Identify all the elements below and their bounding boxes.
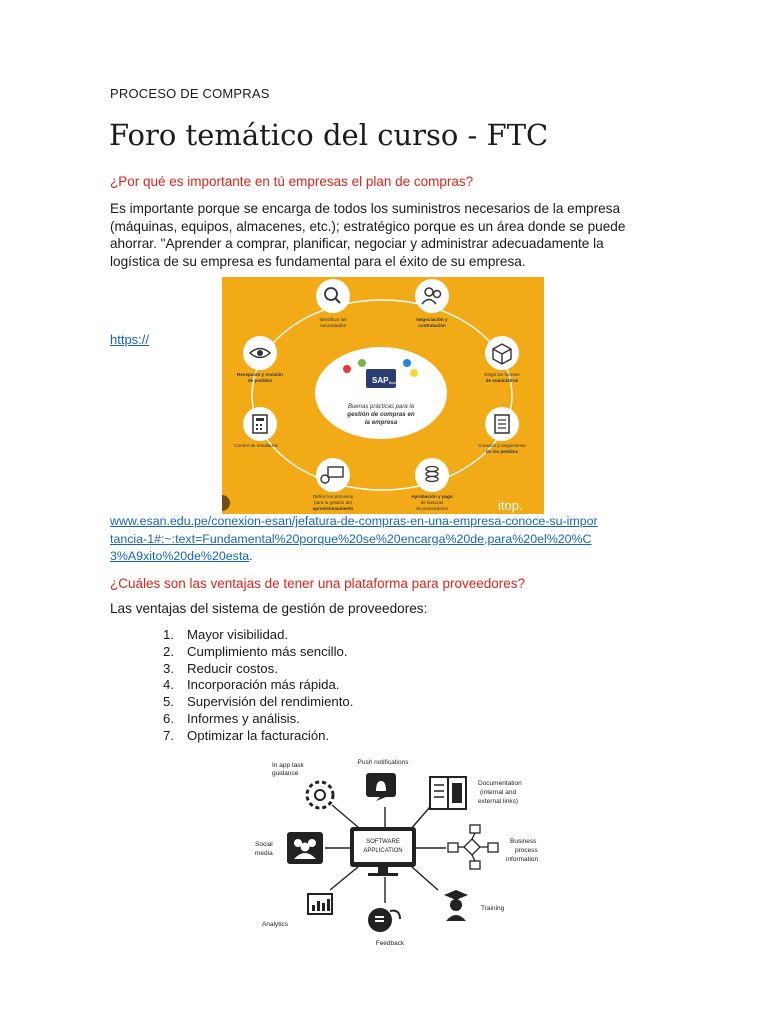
advantages-intro: Las ventajas del sistema de gestión de proveedores: <box>110 601 428 616</box>
svg-text:SOFTWARE: SOFTWARE <box>366 839 400 845</box>
svg-text:Business: Business <box>510 838 537 845</box>
question-1: ¿Por qué es importante en tú empresas el plan de compras? <box>110 174 474 189</box>
guidance-node <box>272 762 333 808</box>
list-item: 6. Informes y análisis. <box>163 710 300 726</box>
answer-paragraph: Es importante porque se encarga de todos los suministros necesarios de la empresa (máquinas, equipos, almacenes, etc.); estratégico porque es un área donde se puede ahorrar. "Aprender a comprar, planificar, negociar y administrar adecuadamente la logística de su empresa es fundamental para el éxito de su empresa. <box>110 201 626 269</box>
software-monitor-icon <box>350 827 416 876</box>
list-item: 3. Reducir costos. <box>163 660 278 676</box>
svg-text:APPLICATION: APPLICATION <box>363 848 403 854</box>
esan-link[interactable]: www.esan.edu.pe/conexion-esan/jefatura-de-compras-en-una-empresa-conoce-su-importancia-1#:~:text=Fundamental%20porque%20se%20encarga%20de,para%20el%20%C3%A9xito%20de%20esta. <box>110 514 598 563</box>
list-item: 7. Optimizar la facturación. <box>163 727 330 743</box>
training-node <box>444 890 505 921</box>
box-icon-bg <box>485 336 519 370</box>
svg-text:Identificar las: Identificar las <box>319 317 347 322</box>
svg-text:gestión de compras en: gestión de compras en <box>347 411 415 418</box>
question-2: ¿Cuáles son las ventajas de tener una plataforma para proveedores? <box>110 576 525 591</box>
svg-text:de suministros: de suministros <box>485 378 519 383</box>
svg-text:Documentation: Documentation <box>478 780 522 787</box>
header-label: PROCESO DE COMPRAS <box>110 86 270 101</box>
svg-text:Recepción y revisión: Recepción y revisión <box>237 372 283 377</box>
svg-text:Negociación y: Negociación y <box>416 317 448 322</box>
suppliers-node <box>484 336 520 383</box>
svg-text:media: media <box>255 850 273 857</box>
svg-text:Feedback: Feedback <box>375 940 405 947</box>
purchasing-process-infographic <box>222 277 544 514</box>
svg-text:guidance: guidance <box>272 770 299 777</box>
svg-text:process: process <box>515 847 538 854</box>
people-icon-bg <box>415 279 449 313</box>
software-application-diagram <box>250 755 540 950</box>
svg-text:(internal and: (internal and <box>480 789 517 796</box>
svg-text:Push notifications: Push notifications <box>357 759 409 766</box>
svg-text:Buenas prácticas para la: Buenas prácticas para la <box>347 404 415 410</box>
svg-text:Training: Training <box>481 905 505 912</box>
identify-needs-node <box>316 279 350 328</box>
svg-text:de proveedores: de proveedores <box>416 506 448 511</box>
docs-node <box>430 777 522 809</box>
svg-text:In app task: In app task <box>272 762 304 769</box>
svg-text:Creación y seguimiento: Creación y seguimiento <box>477 443 527 448</box>
coins-icon-bg <box>415 458 449 492</box>
feedback-node <box>368 908 405 947</box>
svg-text:information: information <box>506 856 539 863</box>
svg-text:para la gestión del: para la gestión del <box>314 500 352 505</box>
business-node <box>448 825 539 869</box>
svg-text:de pedidos: de pedidos <box>247 378 273 383</box>
sap-brand: SAP <box>372 376 389 385</box>
svg-text:Analytics: Analytics <box>262 921 289 928</box>
list-item: 2. Cumplimiento más sencillo. <box>163 643 348 659</box>
list-item: 1. Mayor visibilidad. <box>163 627 289 642</box>
analytics-node <box>262 894 332 928</box>
svg-text:aprovisionamiento: aprovisionamiento <box>312 506 354 511</box>
push-node <box>358 759 410 801</box>
list-item: 5. Supervisión del rendimiento. <box>163 694 354 710</box>
svg-text:contratación: contratación <box>418 323 446 328</box>
svg-text:la empresa: la empresa <box>364 419 398 426</box>
svg-text:Control de resultados: Control de resultados <box>234 443 278 448</box>
svg-text:Social: Social <box>255 841 273 848</box>
graduation-icon <box>444 890 468 900</box>
svg-text:de facturas: de facturas <box>420 500 444 505</box>
search-icon-bg <box>316 279 350 313</box>
sap-sub: Business One <box>389 381 411 385</box>
svg-text:de los pedidos: de los pedidos <box>485 449 519 454</box>
svg-text:necesidades: necesidades <box>320 323 346 328</box>
svg-text:Elegir las fuentes: Elegir las fuentes <box>484 372 520 377</box>
svg-text:external links): external links) <box>478 798 519 805</box>
social-node <box>255 832 323 864</box>
link-https[interactable]: https:// <box>110 332 150 347</box>
svg-text:Aprobación y pago: Aprobación y pago <box>411 494 453 499</box>
monitor-gear-icon-bg <box>316 458 350 492</box>
svg-text:Definir los procesos: Definir los procesos <box>312 494 354 499</box>
negotiation-node <box>415 279 449 328</box>
page-title: Foro temático del curso - FTC <box>109 118 549 152</box>
flowchart-icon <box>448 843 458 852</box>
gear-icon <box>307 782 333 808</box>
list-item: 4. Incorporación más rápida. <box>163 677 340 693</box>
itop-watermark: itop. <box>498 498 523 513</box>
advantages-list <box>163 627 353 745</box>
